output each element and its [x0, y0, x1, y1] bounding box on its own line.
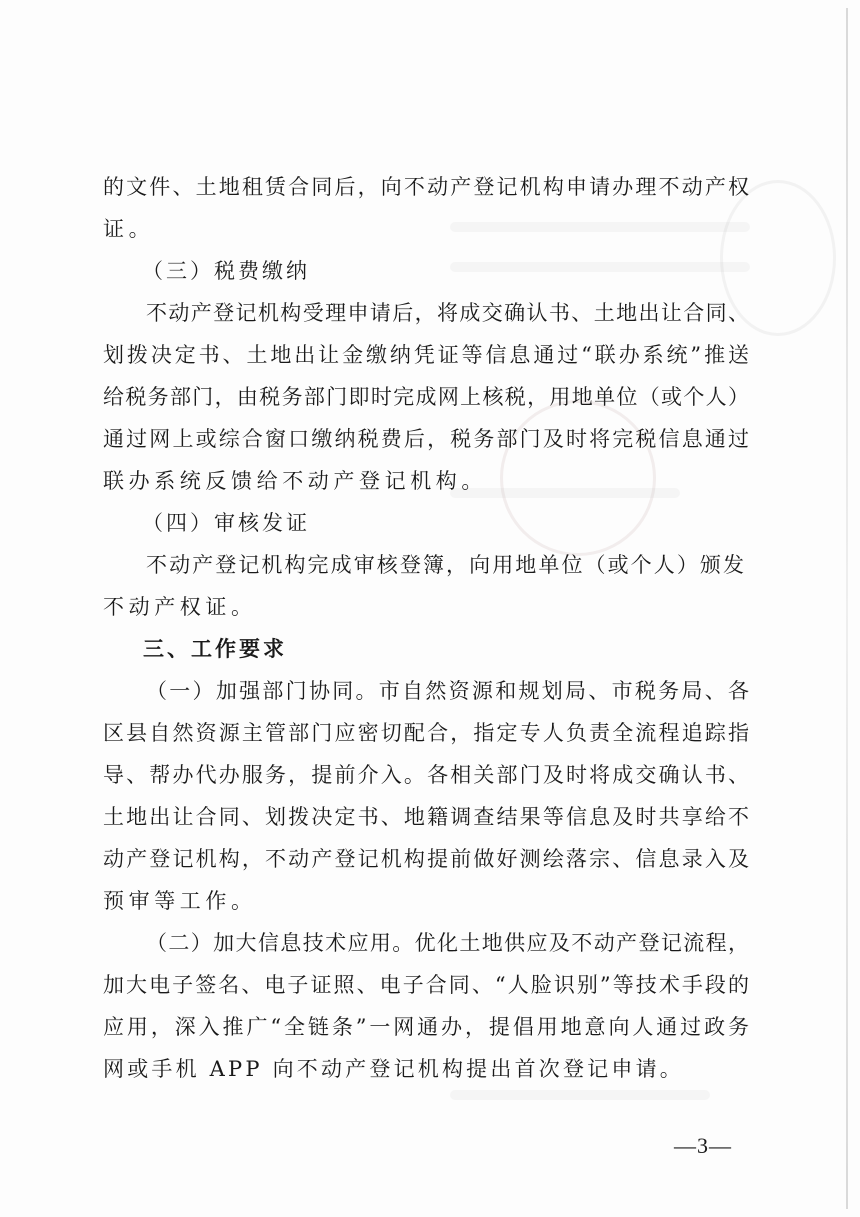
paragraph-line: 导、帮办代办服务，提前介入。各相关部门及时将成交确认书、 [103, 763, 749, 787]
paragraph-line: 应用，深入推广“全链条”一网通办，提倡用地意向人通过政务 [103, 1015, 749, 1039]
paragraph-line: 联办系统反馈给不动产登记机构。 [103, 469, 487, 493]
bleed-through-text [450, 1090, 710, 1100]
paragraph-line: 通过网上或综合窗口缴纳税费后，税务部门及时将完税信息通过 [103, 427, 749, 451]
paragraph-line: 网或手机 APP 向不动产登记机构提出首次登记申请。 [103, 1057, 684, 1081]
paragraph-line: （一）加强部门协同。市自然资源和规划局、市税务局、各 [146, 679, 749, 703]
paragraph-line: 不动产权证。 [103, 595, 257, 619]
paragraph-line: 划拨决定书、土地出让金缴纳凭证等信息通过“联办系统”推送 [103, 343, 749, 367]
paragraph-line: 预审等工作。 [103, 889, 257, 913]
paragraph-line: 的文件、土地租赁合同后，向不动产登记机构申请办理不动产权 [103, 175, 749, 199]
paragraph-line: 加大电子签名、电子证照、电子合同、“人脸识别”等技术手段的 [103, 973, 749, 997]
bleed-through-text [450, 262, 750, 272]
paragraph-line: 不动产登记机构完成审核登簿，向用地单位（或个人）颁发 [146, 553, 744, 577]
section-subheading: （三）税费缴纳 [142, 259, 310, 283]
paragraph-line: 土地出让合同、划拨决定书、地籍调查结果等信息及时共享给不 [103, 805, 749, 829]
paragraph-line: 给税务部门，由税务部门即时完成网上核税，用地单位（或个人） [103, 385, 749, 409]
page-edge-shadow [846, 8, 848, 1209]
bleed-through-text [450, 222, 750, 232]
paragraph-line: 证。 [103, 217, 155, 241]
paragraph-line: 动产登记机构，不动产登记机构提前做好测绘落宗、信息录入及 [103, 847, 749, 871]
section-heading: 三、工作要求 [143, 637, 287, 661]
paragraph-line: （二）加大信息技术应用。优化土地供应及不动产登记流程， [146, 931, 749, 955]
paragraph-line: 不动产登记机构受理申请后，将成交确认书、土地出让合同、 [146, 301, 749, 325]
section-subheading: （四）审核发证 [142, 511, 310, 535]
paragraph-line: 区县自然资源主管部门应密切配合，指定专人负责全流程追踪指 [103, 721, 749, 745]
page-number: —3— [674, 1133, 732, 1158]
